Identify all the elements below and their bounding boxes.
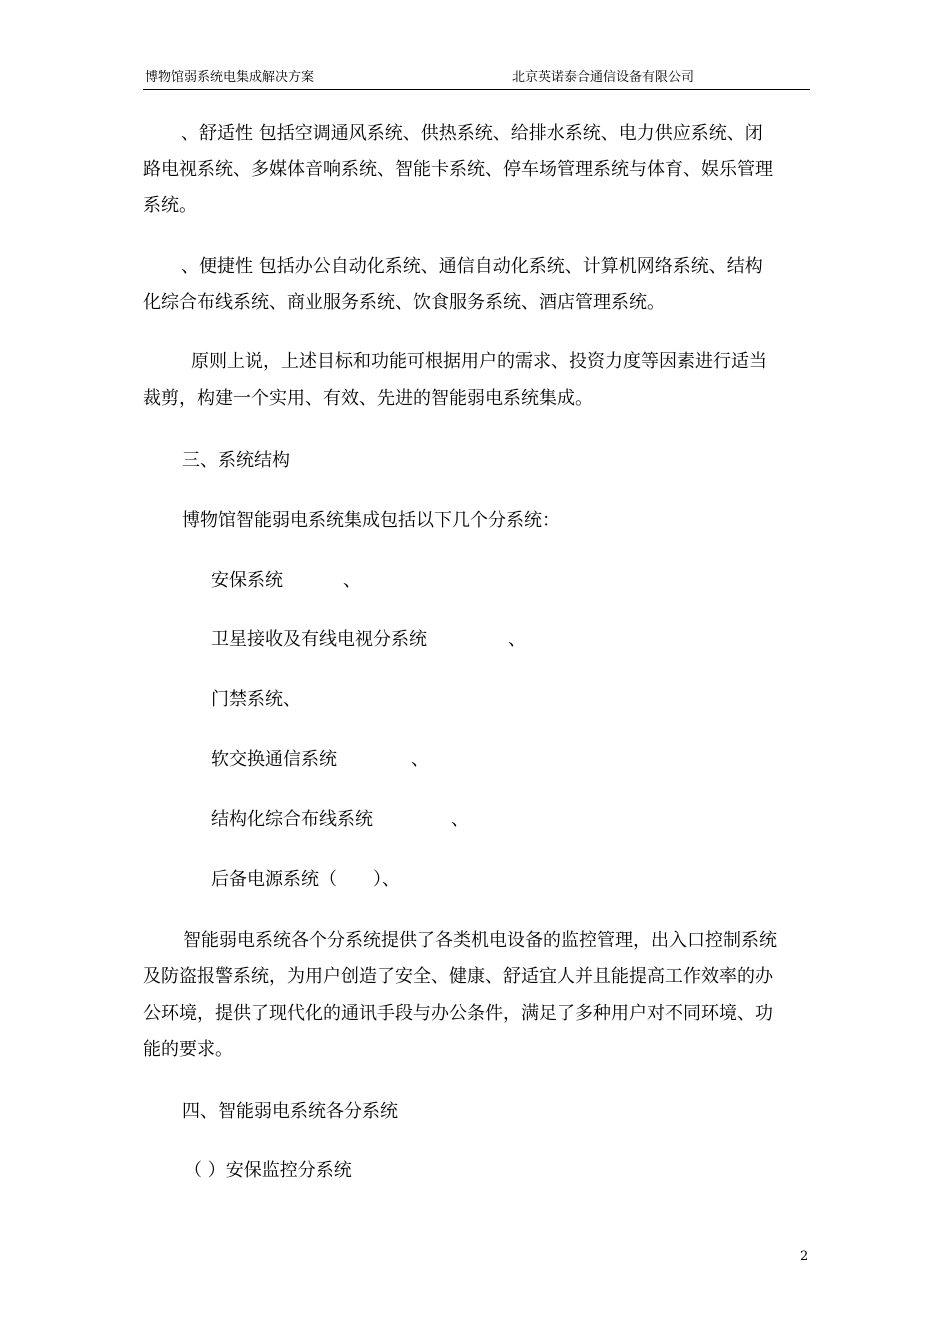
subsystem-item-6-separator: ）、 — [373, 869, 400, 890]
subsystem-item-6: 后备电源系统（ — [211, 869, 337, 890]
paragraph-convenience-line-2: 化综合布线系统、商业服务系统、饮食服务系统、酒店管理系统。 — [143, 292, 665, 313]
paragraph-summary-line-3: 公环境，提供了现代化的通讯手段与办公条件，满足了多种用户对不同环境、功 — [143, 1003, 773, 1024]
subsystem-item-5-separator: 、 — [451, 809, 469, 830]
subsystem-item-2: 卫星接收及有线电视分系统 — [211, 629, 427, 650]
section-4-subheading: （ ）安保监控分系统 — [184, 1160, 352, 1181]
subsystem-item-4: 软交换通信系统 — [211, 749, 337, 770]
page-header — [143, 70, 810, 90]
section-3-heading: 三、系统结构 — [182, 450, 290, 471]
subsystem-item-1-separator: 、 — [343, 570, 361, 591]
paragraph-comfort-line-3: 系统。 — [143, 195, 197, 216]
paragraph-comfort-line-2: 路电视系统、多媒体音响系统、智能卡系统、停车场管理系统与体育、娱乐管理 — [143, 159, 773, 180]
section-3-intro: 博物馆智能弱电系统集成包括以下几个分系统： — [182, 510, 560, 531]
paragraph-comfort-line-1: 、舒适性 包括空调通风系统、供热系统、给排水系统、电力供应系统、闭 — [181, 123, 763, 144]
subsystem-item-5: 结构化综合布线系统 — [211, 809, 373, 830]
header-company-name: 北京英诺泰合通信设备有限公司 — [512, 70, 695, 85]
page-number: 2 — [800, 1249, 809, 1264]
subsystem-item-1: 安保系统 — [211, 570, 283, 591]
subsystem-item-2-separator: 、 — [508, 629, 526, 650]
paragraph-summary-line-4: 能的要求。 — [143, 1039, 233, 1060]
paragraph-principle-line-2: 裁剪，构建一个实用、有效、先进的智能弱电系统集成。 — [143, 388, 593, 409]
header-document-title: 博物馆弱系统电集成解决方案 — [145, 70, 315, 85]
section-4-heading: 四、智能弱电系统各分系统 — [182, 1101, 398, 1122]
subsystem-item-4-separator: 、 — [411, 749, 429, 770]
subsystem-item-3: 门禁系统、 — [211, 689, 301, 710]
paragraph-summary-line-2: 及防盗报警系统，为用户创造了安全、健康、舒适宜人并且能提高工作效率的办 — [143, 966, 773, 987]
paragraph-convenience-line-1: 、便捷性 包括办公自动化系统、通信自动化系统、计算机网络系统、结构 — [181, 256, 763, 277]
paragraph-principle-line-1: 原则上说，上述目标和功能可根据用户的需求、投资力度等因素进行适当 — [191, 351, 767, 372]
paragraph-summary-line-1: 智能弱电系统各个分系统提供了各类机电设备的监控管理，出入口控制系统 — [183, 930, 777, 951]
